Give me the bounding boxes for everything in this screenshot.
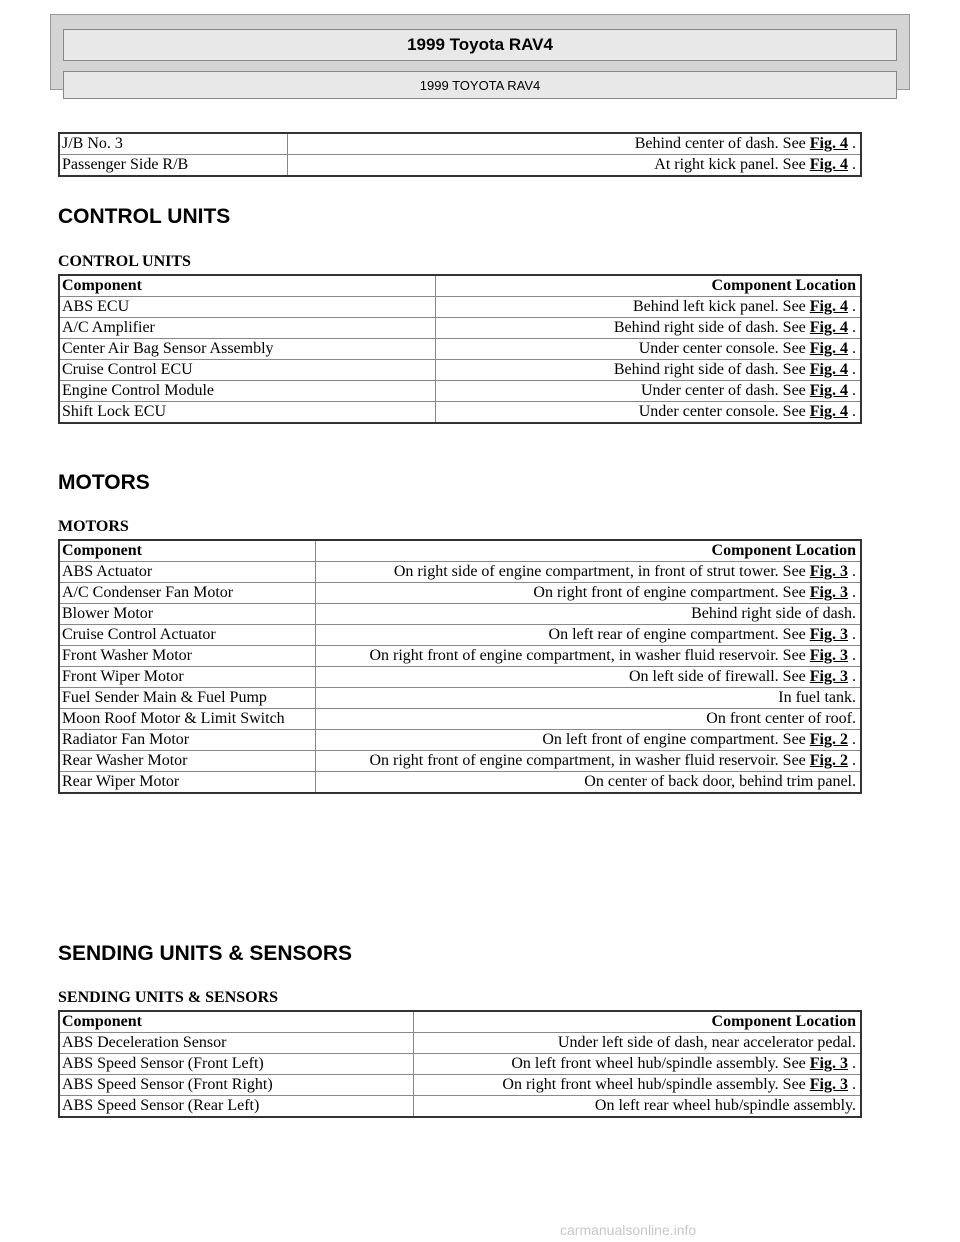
- component-cell: Rear Washer Motor: [59, 751, 315, 772]
- location-text: On right front wheel hub/spindle assembly. See: [502, 1076, 810, 1093]
- location-cell: [315, 646, 861, 667]
- table-header-row: [59, 275, 861, 297]
- component-cell: Front Washer Motor: [59, 646, 315, 667]
- location-text: Behind left kick panel. See: [632, 298, 810, 315]
- location-tail: .: [848, 319, 856, 336]
- table-row: [59, 730, 861, 751]
- location-cell: [315, 667, 861, 688]
- junction-table: [58, 132, 862, 177]
- column-header-component: Component: [59, 1011, 413, 1033]
- location-cell: [435, 381, 861, 402]
- section-heading-sending-units: SENDING UNITS & SENSORS: [58, 942, 353, 965]
- location-tail: .: [848, 156, 856, 173]
- table-caption-control-units: CONTROL UNITS: [58, 253, 191, 270]
- component-cell: ABS ECU: [59, 297, 435, 318]
- location-text: On left side of firewall. See: [628, 668, 810, 685]
- table-row: [59, 402, 861, 424]
- table-row: [59, 133, 861, 155]
- document-header: [50, 14, 910, 93]
- location-tail: .: [848, 1055, 856, 1072]
- figure-link[interactable]: Fig. 3: [809, 647, 848, 664]
- location-text: On front center of roof.: [706, 710, 856, 727]
- location-text: In fuel tank.: [778, 689, 856, 706]
- control-units-table-body: [59, 275, 861, 423]
- table-row: [59, 339, 861, 360]
- location-cell: [413, 1054, 861, 1075]
- location-text: On right front of engine compartment, in washer fluid reservoir. See: [369, 752, 810, 769]
- column-header-location: Component Location: [315, 540, 861, 562]
- component-cell: Fuel Sender Main & Fuel Pump: [59, 688, 315, 709]
- column-header-location: Component Location: [435, 275, 861, 297]
- figure-link[interactable]: Fig. 2: [809, 731, 848, 748]
- location-text: On left front wheel hub/spindle assembly. See: [511, 1055, 810, 1072]
- document-subtitle: 1999 TOYOTA RAV4: [63, 71, 897, 99]
- component-cell: ABS Deceleration Sensor: [59, 1033, 413, 1054]
- component-cell: Passenger Side R/B: [59, 155, 287, 177]
- location-cell: [413, 1075, 861, 1096]
- component-cell: Engine Control Module: [59, 381, 435, 402]
- figure-link[interactable]: Fig. 4: [809, 361, 848, 378]
- location-cell: [435, 339, 861, 360]
- location-text: At right kick panel. See: [654, 156, 810, 173]
- component-cell: Moon Roof Motor & Limit Switch: [59, 709, 315, 730]
- document-title: 1999 Toyota RAV4: [63, 29, 897, 61]
- section-heading-control-units: CONTROL UNITS: [58, 205, 231, 228]
- location-cell: [315, 583, 861, 604]
- column-header-component: Component: [59, 540, 315, 562]
- figure-link[interactable]: Fig. 3: [809, 668, 848, 685]
- location-tail: .: [848, 626, 856, 643]
- location-text: Under center console. See: [638, 403, 810, 420]
- figure-link[interactable]: Fig. 3: [809, 584, 848, 601]
- location-cell: [287, 155, 861, 177]
- location-text: Behind right side of dash. See: [613, 361, 810, 378]
- component-cell: ABS Actuator: [59, 562, 315, 583]
- component-cell: Shift Lock ECU: [59, 402, 435, 424]
- figure-link[interactable]: Fig. 3: [809, 1055, 848, 1072]
- location-tail: .: [848, 340, 856, 357]
- location-text: Under center of dash. See: [640, 382, 810, 399]
- location-tail: .: [848, 1076, 856, 1093]
- table-row: [59, 646, 861, 667]
- location-cell: [315, 709, 861, 730]
- location-tail: .: [848, 668, 856, 685]
- location-tail: .: [848, 584, 856, 601]
- location-text: On left front of engine compartment. See: [542, 731, 810, 748]
- table-row: [59, 1096, 861, 1118]
- location-tail: .: [848, 563, 856, 580]
- figure-link[interactable]: Fig. 4: [809, 319, 848, 336]
- component-cell: Radiator Fan Motor: [59, 730, 315, 751]
- figure-link[interactable]: Fig. 2: [809, 752, 848, 769]
- location-tail: .: [848, 298, 856, 315]
- location-text: On left rear of engine compartment. See: [548, 626, 810, 643]
- location-cell: [315, 751, 861, 772]
- component-cell: Cruise Control Actuator: [59, 625, 315, 646]
- component-cell: Front Wiper Motor: [59, 667, 315, 688]
- component-cell: ABS Speed Sensor (Front Right): [59, 1075, 413, 1096]
- table-row: [59, 1033, 861, 1054]
- location-tail: .: [848, 752, 856, 769]
- motors-table-body: [59, 540, 861, 793]
- component-cell: Rear Wiper Motor: [59, 772, 315, 794]
- sending-units-table-body: [59, 1011, 861, 1117]
- component-cell: ABS Speed Sensor (Front Left): [59, 1054, 413, 1075]
- location-cell: [315, 562, 861, 583]
- location-tail: .: [848, 403, 856, 420]
- table-row: [59, 709, 861, 730]
- figure-link[interactable]: Fig. 4: [809, 382, 848, 399]
- column-header-location: Component Location: [413, 1011, 861, 1033]
- location-text: Behind center of dash. See: [634, 135, 810, 152]
- motors-table: [58, 539, 862, 794]
- location-cell: [435, 402, 861, 424]
- table-row: [59, 751, 861, 772]
- location-cell: [435, 318, 861, 339]
- figure-link[interactable]: Fig. 3: [809, 626, 848, 643]
- figure-link[interactable]: Fig. 4: [809, 135, 848, 152]
- table-row: [59, 667, 861, 688]
- figure-link[interactable]: Fig. 3: [809, 563, 848, 580]
- location-text: On right side of engine compartment, in front of strut tower. See: [393, 563, 810, 580]
- figure-link[interactable]: Fig. 4: [809, 156, 848, 173]
- location-text: On left rear wheel hub/spindle assembly.: [594, 1097, 856, 1114]
- location-text: Behind right side of dash. See: [613, 319, 810, 336]
- location-text: Under left side of dash, near accelerator pedal.: [557, 1034, 856, 1051]
- table-row: [59, 297, 861, 318]
- component-cell: Blower Motor: [59, 604, 315, 625]
- location-cell: [315, 730, 861, 751]
- column-header-component: Component: [59, 275, 435, 297]
- location-tail: .: [848, 135, 856, 152]
- table-row: [59, 688, 861, 709]
- table-row: [59, 1054, 861, 1075]
- location-tail: .: [848, 647, 856, 664]
- component-cell: ABS Speed Sensor (Rear Left): [59, 1096, 413, 1118]
- location-cell: [315, 772, 861, 794]
- location-text: Behind right side of dash.: [691, 605, 856, 622]
- component-cell: J/B No. 3: [59, 133, 287, 155]
- table-row: [59, 604, 861, 625]
- location-tail: .: [848, 731, 856, 748]
- table-row: [59, 381, 861, 402]
- location-cell: [315, 604, 861, 625]
- control-units-table: [58, 274, 862, 424]
- location-cell: [435, 297, 861, 318]
- table-row: [59, 772, 861, 794]
- location-tail: .: [848, 382, 856, 399]
- component-cell: Center Air Bag Sensor Assembly: [59, 339, 435, 360]
- location-cell: [287, 133, 861, 155]
- sending-units-table: [58, 1010, 862, 1118]
- figure-link[interactable]: Fig. 4: [809, 340, 848, 357]
- section-heading-motors: MOTORS: [58, 471, 150, 494]
- component-cell: A/C Condenser Fan Motor: [59, 583, 315, 604]
- table-row: [59, 155, 861, 177]
- table-row: [59, 360, 861, 381]
- location-cell: [315, 688, 861, 709]
- location-cell: [435, 360, 861, 381]
- location-text: On right front of engine compartment, in washer fluid reservoir. See: [369, 647, 810, 664]
- location-tail: .: [848, 361, 856, 378]
- figure-link[interactable]: Fig. 4: [809, 403, 848, 420]
- location-text: Under center console. See: [638, 340, 810, 357]
- figure-link[interactable]: Fig. 3: [809, 1076, 848, 1093]
- location-cell: [413, 1033, 861, 1054]
- table-row: [59, 1075, 861, 1096]
- table-row: [59, 562, 861, 583]
- table-header-row: [59, 1011, 861, 1033]
- location-text: On right front of engine compartment. See: [533, 584, 810, 601]
- table-row: [59, 625, 861, 646]
- component-cell: Cruise Control ECU: [59, 360, 435, 381]
- table-caption-sending-units: SENDING UNITS & SENSORS: [58, 989, 279, 1006]
- location-cell: [413, 1096, 861, 1118]
- table-caption-motors: MOTORS: [58, 518, 129, 535]
- table-header-row: [59, 540, 861, 562]
- figure-link[interactable]: Fig. 4: [809, 298, 848, 315]
- table-row: [59, 318, 861, 339]
- location-text: On center of back door, behind trim panel.: [584, 773, 856, 790]
- junction-table-body: [59, 133, 861, 176]
- location-cell: [315, 625, 861, 646]
- component-cell: A/C Amplifier: [59, 318, 435, 339]
- watermark: carmanualsonline.info: [560, 1222, 697, 1238]
- table-row: [59, 583, 861, 604]
